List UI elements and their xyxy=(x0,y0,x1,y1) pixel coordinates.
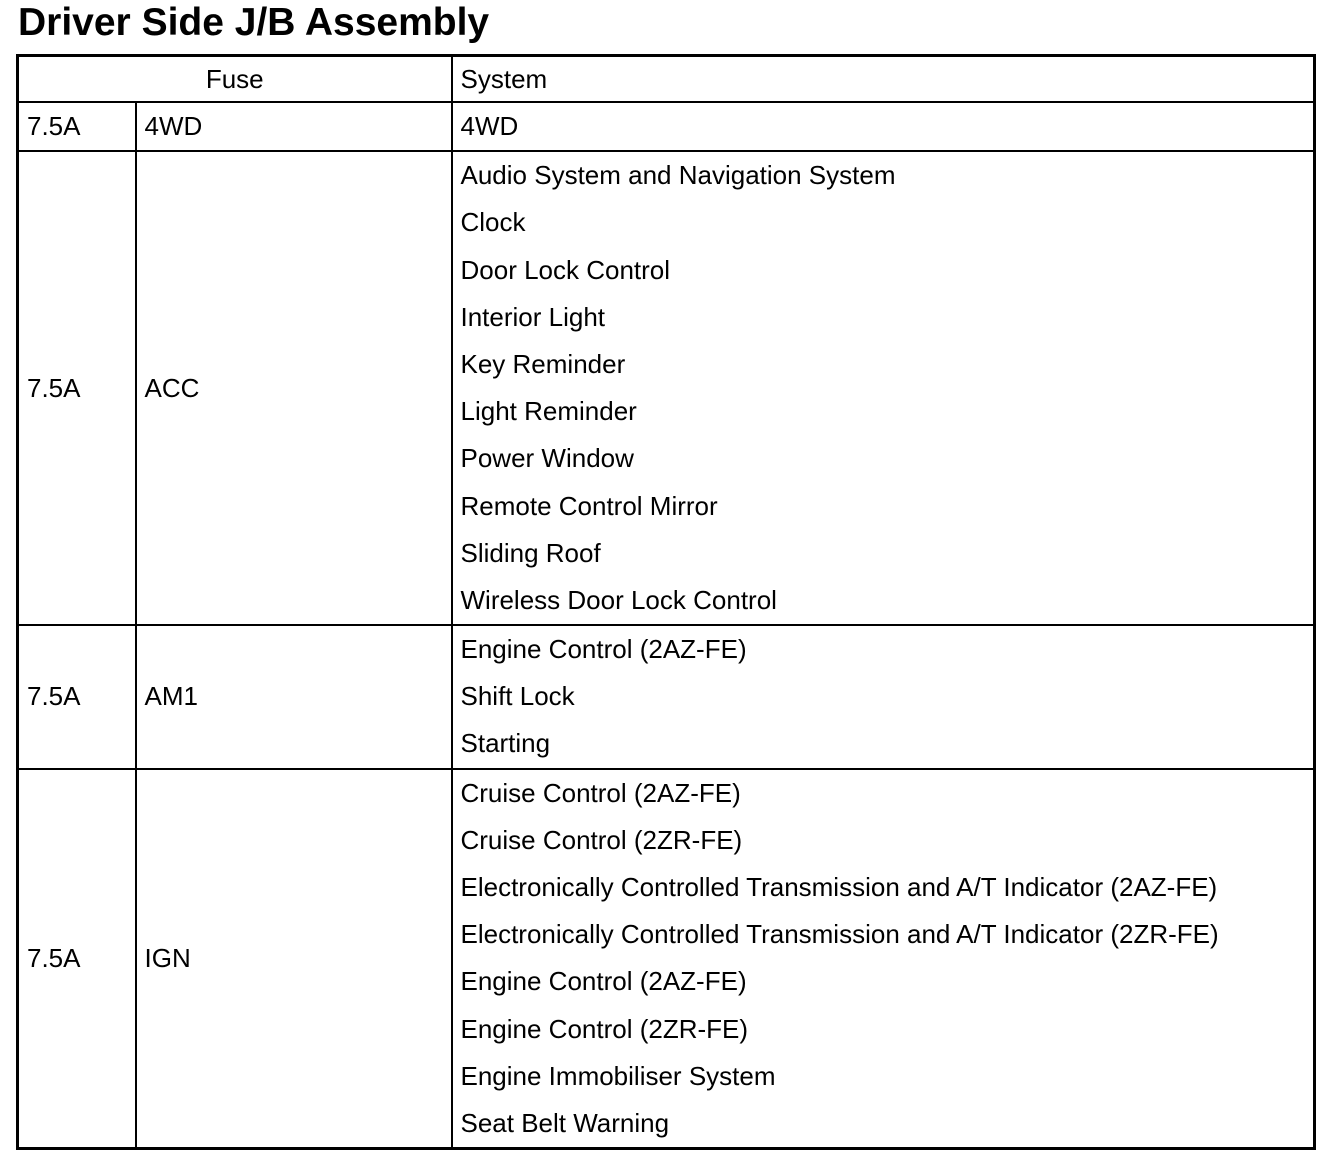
fuse-header: Fuse xyxy=(18,56,452,103)
system-item: Engine Control (2AZ-FE) xyxy=(460,634,747,665)
fuse-row-am1 xyxy=(18,625,1315,769)
fuse-name: IGN xyxy=(136,769,452,1149)
fuse-amperage: 7.5A xyxy=(18,102,136,151)
fuse-amperage: 7.5A xyxy=(18,151,136,625)
table-body xyxy=(18,102,1315,1149)
system-item: Seat Belt Warning xyxy=(460,1107,670,1138)
fuse-amperage: 7.5A xyxy=(18,769,136,1149)
system-item: Key Reminder xyxy=(460,348,626,379)
system-item: Electronically Controlled Transmission and A/T Indicator (2ZR-FE) xyxy=(460,919,1219,950)
system-item: Engine Control (2AZ-FE) xyxy=(460,966,747,997)
system-item: Engine Control (2ZR-FE) xyxy=(460,1013,749,1044)
system-item: Audio System and Navigation System xyxy=(460,160,896,191)
fuse-table xyxy=(16,54,1316,1150)
system-item: Cruise Control (2ZR-FE) xyxy=(460,824,743,855)
system-list xyxy=(452,625,1315,769)
fuse-name: AM1 xyxy=(136,625,452,769)
system-list xyxy=(452,102,1315,151)
fuse-name: 4WD xyxy=(136,102,452,151)
system-item: Engine Immobiliser System xyxy=(460,1060,776,1091)
system-item: Sliding Roof xyxy=(460,537,601,568)
fuse-name: ACC xyxy=(136,151,452,625)
page-title: Driver Side J/B Assembly xyxy=(18,1,490,44)
system-item: Cruise Control (2AZ-FE) xyxy=(460,777,741,808)
system-list xyxy=(452,151,1315,625)
system-item: Power Window xyxy=(460,443,634,474)
system-item: Clock xyxy=(460,207,526,238)
system-item: Door Lock Control xyxy=(460,254,671,285)
fuse-amperage: 7.5A xyxy=(18,625,136,769)
system-item: Light Reminder xyxy=(460,396,637,427)
fuse-row-ign xyxy=(18,769,1315,1149)
fuse-row-acc xyxy=(18,151,1315,625)
system-item: Electronically Controlled Transmission and A/T Indicator (2AZ-FE) xyxy=(460,872,1218,902)
system-item: 4WD xyxy=(460,111,519,141)
system-item: Wireless Door Lock Control xyxy=(460,584,777,615)
system-item: Interior Light xyxy=(460,301,606,332)
system-item: Shift Lock xyxy=(460,681,575,712)
system-header: System xyxy=(452,56,1315,103)
system-list xyxy=(452,769,1315,1149)
system-item: Starting xyxy=(460,728,551,759)
header-row xyxy=(18,56,1315,103)
system-item: Remote Control Mirror xyxy=(460,490,718,521)
fuse-row-4wd xyxy=(18,102,1315,151)
